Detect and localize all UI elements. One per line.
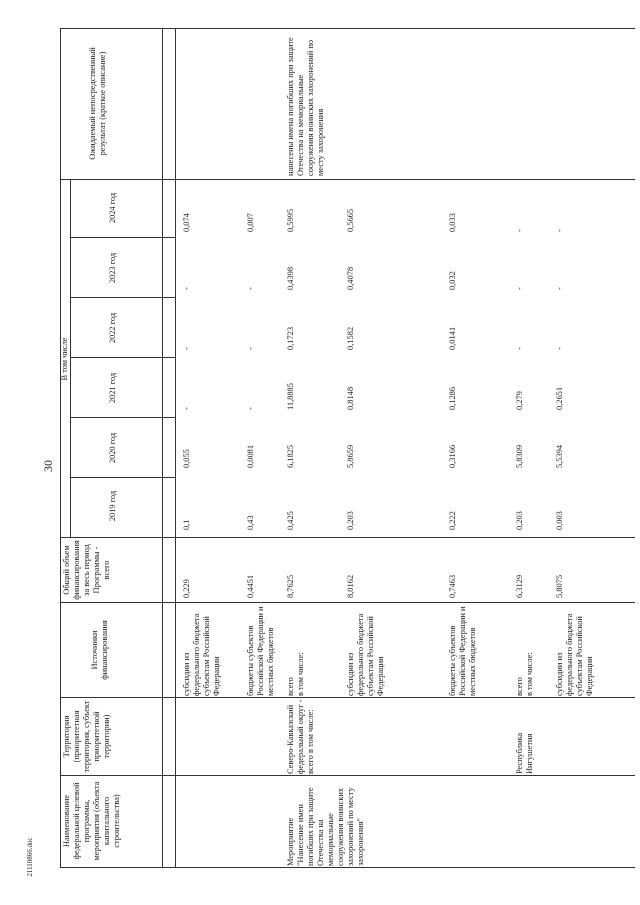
row-0-2023: - <box>182 287 191 290</box>
row-5-2022: - <box>515 347 524 350</box>
row-5-2024: - <box>515 229 524 232</box>
row-2-2024: 0,5995 <box>286 208 295 232</box>
header-territory: Территория (приоритетная территория, субъект приоритетной территории) <box>62 700 111 773</box>
row-6-2022: - <box>555 347 564 350</box>
column-separator <box>60 697 635 698</box>
row-4-2019: 0,222 <box>448 511 457 530</box>
table-left-border <box>60 867 635 868</box>
header-year-2023: 2023 год <box>108 252 117 284</box>
header-year-2020: 2020 год <box>108 432 117 464</box>
row-2-2019: 0,425 <box>286 511 295 530</box>
row-0-2022: - <box>182 347 191 350</box>
row-1-total: 0,4451 <box>246 574 255 598</box>
page-number: 30 <box>41 460 55 472</box>
row-1-2019: 0,43 <box>246 515 255 530</box>
row-4-2024: 0,033 <box>448 213 457 232</box>
row-5-2020: 5,8309 <box>515 444 524 468</box>
row-3-2022: 0,1582 <box>346 326 355 350</box>
row-4-2021: 0,1286 <box>448 386 457 410</box>
header-year-2024: 2024 год <box>108 192 117 224</box>
column-separator <box>60 179 635 180</box>
row-4-total: 0,7463 <box>448 574 457 598</box>
row-6-total: 5,8075 <box>555 574 564 598</box>
row-2-2022: 0,1723 <box>286 326 295 350</box>
year-separator <box>70 477 175 478</box>
row-6-2020: 5,5394 <box>555 444 564 468</box>
document-reference: 21110866.doc <box>26 837 34 877</box>
row-5-source: всего в том числе: <box>515 652 534 696</box>
header-year-2019: 2019 год <box>108 490 117 522</box>
row-0-2021: - <box>182 407 191 410</box>
row-3-source: субсидии из федерального бюджета субъектам Российской Федерации <box>346 613 385 696</box>
row-6-source: субсидии из федерального бюджета субъектам Российской Федерации <box>555 613 594 696</box>
row-6-2021: 0,2651 <box>555 386 564 410</box>
header-year-2021: 2021 год <box>108 372 117 404</box>
header-in-total: В том числе <box>60 337 69 381</box>
row-1-source: бюджеты субъектов Российской Федерации и местных бюджетов <box>246 606 275 696</box>
row-6-2019: 0,003 <box>555 511 564 530</box>
table-right-border <box>60 28 635 29</box>
header-double-line <box>175 28 176 868</box>
row-6-2024: - <box>555 229 564 232</box>
measure-result: нанесены имена погибших при защите Отечества на мемориальные сооружения воинских захоронений по месту захоронения <box>286 37 325 176</box>
header-bottom-border <box>162 28 163 868</box>
header-year-2022: 2022 год <box>108 312 117 344</box>
year-separator <box>70 237 175 238</box>
subheader-border <box>70 180 71 538</box>
region-territory: Республика Ингушетия <box>515 732 534 774</box>
year-separator <box>70 417 175 418</box>
row-2-total: 8,7625 <box>286 574 295 598</box>
measure-territory: Северо-Кавказский федеральный округ - всего в том числе: <box>286 699 315 774</box>
row-2-2020: 6,1825 <box>286 444 295 468</box>
header-result: Ожидаемый непосредственный результат (краткое описание) <box>88 47 107 160</box>
row-5-2019: 0,203 <box>515 511 524 530</box>
row-5-total: 6,3129 <box>515 574 524 598</box>
row-4-source: бюджеты субъектов Российской Федерации и местных бюджетов <box>448 606 477 696</box>
row-4-2022: 0,0141 <box>448 326 457 350</box>
row-1-2023: - <box>246 287 255 290</box>
row-0-2019: 0,1 <box>182 519 191 530</box>
row-1-2022: - <box>246 347 255 350</box>
row-0-total: 0,229 <box>182 579 191 598</box>
row-0-2020: 0,055 <box>182 449 191 468</box>
row-1-2021: - <box>246 407 255 410</box>
row-3-2020: 5,8659 <box>346 444 355 468</box>
row-3-2023: 0,4078 <box>346 266 355 290</box>
row-4-2023: 0,032 <box>448 271 457 290</box>
row-3-2024: 0,5665 <box>346 208 355 232</box>
header-total: Общий объем финансирования за весь период Программы - всего <box>62 540 111 600</box>
row-3-2021: 0,8148 <box>346 386 355 410</box>
row-2-2023: 0,4398 <box>286 266 295 290</box>
row-5-2023: - <box>515 287 524 290</box>
year-separator <box>70 297 175 298</box>
measure-name: Мероприятие "Нанесение имен погибших при защите Отечества на мемориальные сооружения воинских захоронений по месту захоронения" <box>286 787 365 866</box>
row-2-2021: 11,8885 <box>286 383 295 410</box>
row-5-2021: 0,279 <box>515 391 524 410</box>
row-2-source: всего в том числе: <box>286 652 305 696</box>
row-0-source: субсидии из федерального бюджета субъектам Российской Федерации <box>182 613 221 696</box>
header-name: Наименование федеральной целевой программы, мероприятия (объекта капитального строительства) <box>62 781 121 861</box>
row-1-2020: 0,0081 <box>246 444 255 468</box>
row-3-total: 8,0162 <box>346 574 355 598</box>
financing-table <box>60 28 635 868</box>
year-separator <box>70 357 175 358</box>
row-0-2024: 0,074 <box>182 213 191 232</box>
row-3-2019: 0,203 <box>346 511 355 530</box>
row-6-2023: - <box>555 287 564 290</box>
header-sources: Источники финансирования <box>90 620 109 680</box>
row-4-2020: 0,3166 <box>448 444 457 468</box>
row-1-2024: 0,007 <box>246 213 255 232</box>
column-separator <box>60 602 635 603</box>
